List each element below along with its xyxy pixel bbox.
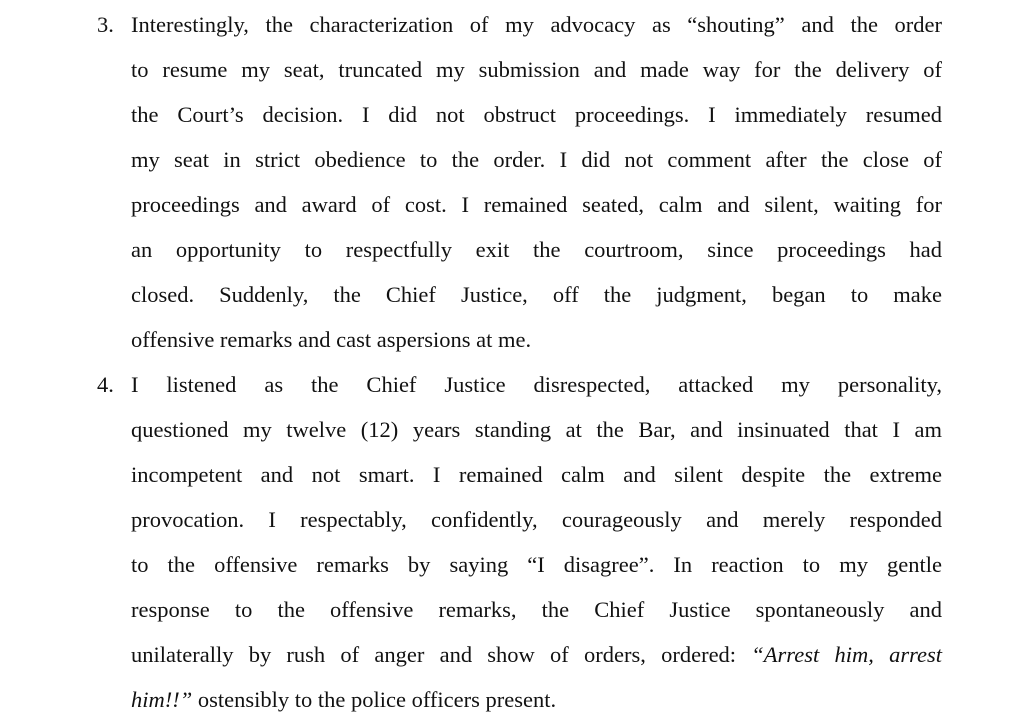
paragraph-line: questioned my twelve (12) years standing at the Bar, and insinuated that I am — [131, 417, 942, 442]
line-text: ostensibly to the police officers present. — [192, 687, 557, 712]
italic-quote: “Arrest him, arrest — [751, 642, 942, 667]
paragraph-line — [131, 685, 942, 715]
paragraph-line: provocation. I respectably, confidently, courageously and merely responded — [131, 507, 942, 532]
paragraph-line: to the offensive remarks by saying “I disagree”. In reaction to my gentle — [131, 552, 942, 577]
paragraph-line: closed. Suddenly, the Chief Justice, off the judgment, began to make — [131, 282, 942, 307]
paragraph-line: proceedings and award of cost. I remained seated, calm and silent, waiting for — [131, 192, 942, 217]
paragraph-line: incompetent and not smart. I remained calm and silent despite the extreme — [131, 462, 942, 487]
paragraph-line: the Court’s decision. I did not obstruct proceedings. I immediately resumed — [131, 102, 942, 127]
paragraph-line: to resume my seat, truncated my submission and made way for the delivery of — [131, 57, 942, 82]
paragraph-line — [131, 640, 942, 670]
line-text: unilaterally by rush of anger and show of orders, ordered: — [131, 642, 752, 667]
paragraph-line: I listened as the Chief Justice disrespected, attacked my personality, — [131, 372, 942, 397]
paragraph-line: an opportunity to respectfully exit the courtroom, since proceedings had — [131, 237, 942, 262]
paragraph-line: my seat in strict obedience to the order. I did not comment after the close of — [131, 147, 942, 172]
paragraph-line: response to the offensive remarks, the Chief Justice spontaneously and — [131, 597, 942, 622]
paragraph-line: Interestingly, the characterization of my advocacy as “shouting” and the order — [131, 12, 942, 37]
paragraph-line: offensive remarks and cast aspersions at me. — [131, 327, 532, 352]
italic-quote: him!!” — [131, 687, 193, 712]
paragraph-number: 4. — [97, 372, 114, 397]
paragraph-number: 3. — [97, 12, 114, 37]
